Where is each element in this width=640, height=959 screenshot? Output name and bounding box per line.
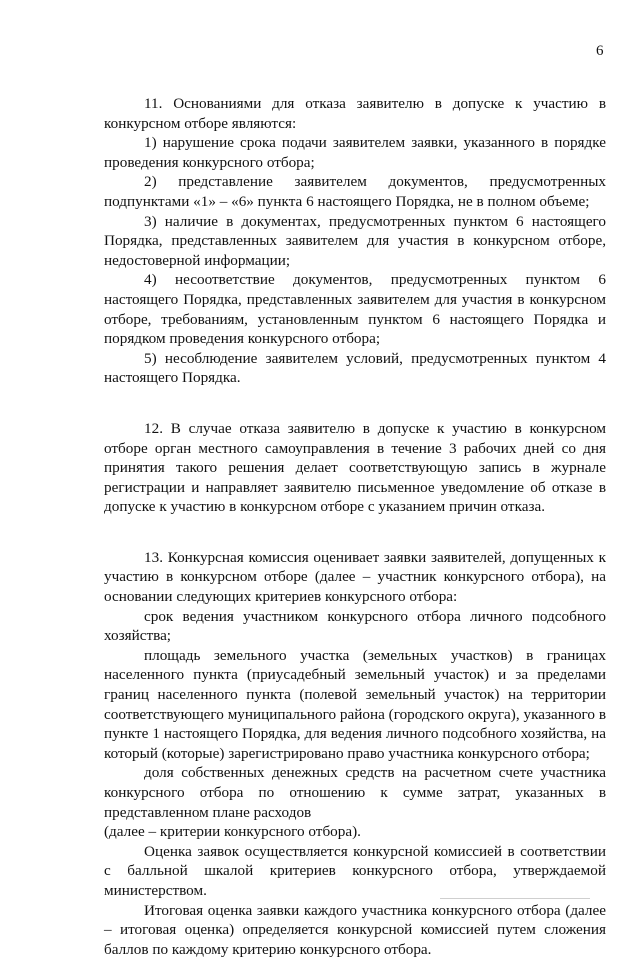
page-number: 6: [596, 43, 604, 59]
paragraph: 1) нарушение срока подачи заявителем заявки, указанного в порядке проведения конкурсного отбора;: [104, 134, 606, 171]
paragraph: 5) несоблюдение заявителем условий, предусмотренных пунктом 4 настоящего Порядка.: [104, 349, 606, 387]
section-gap: [104, 388, 606, 419]
paragraph: 11. Основаниями для отказа заявителю в допуске к участию в конкурсном отборе являются:: [104, 95, 606, 132]
paragraph: 13. Конкурсная комиссия оценивает заявки заявителей, допущенных к участию в конкурсном отборе (далее – участник конкурсного отбора), на основании следующих критериев конкурсного отбора:: [104, 548, 606, 606]
paragraph: 4) несоответствие документов, предусмотренных пунктом 6 настоящего Порядка, представленных заявителем для участия в конкурсном отборе, требованиям, установленным пунктом 6 настоящего Порядка и порядком проведения конкурсного отбора;: [104, 271, 606, 348]
document-body: [104, 94, 606, 959]
section-gap: [104, 517, 606, 548]
paragraph: 3) наличие в документах, предусмотренных пунктом 6 настоящего Порядка, представленных заявителем для участия в конкурсном отборе, недостоверной информации;: [104, 212, 606, 269]
paragraph: площадь земельного участка (земельных участков) в границах населенного пункта (приусадебный земельный участок) и за пределами границ населенного пункта (полевой земельный участок) на территории соответствующего муниципального района (городского округа), указанного в пункте 1 настоящего Порядка, для ведения личного подсобного хозяйства, на который (которые) зарегистрировано право участника конкурсного отбора;: [104, 646, 606, 762]
paragraph: 12. В случае отказа заявителю в допуске к участию в конкурсном отборе орган местного самоуправления в течение 3 рабочих дней со дня принятия такого решения делает соответствующую запись в журнале регистрации и направляет заявителю письменное уведомление об отказе в допуске к участию в конкурсном отборе с указанием причин отказа.: [104, 419, 606, 516]
paragraph: срок ведения участником конкурсного отбора личного подсобного хозяйства;: [104, 607, 606, 645]
section-1: [104, 94, 606, 388]
paragraph: (далее – критерии конкурсного отбора).: [104, 823, 361, 841]
paragraph: 2) представление заявителем документов, предусмотренных подпунктами «1» – «6» пункта 6 настоящего Порядка, не в полном объеме;: [104, 173, 606, 210]
paragraph: Итоговая оценка заявки каждого участника конкурсного отбора (далее – итоговая оценка) определяется конкурсной комиссией путем сложения баллов по каждому критерию конкурсного отбора.: [104, 901, 606, 958]
paragraph: доля собственных денежных средств на расчетном счете участника конкурсного отбора по отношению к сумме затрат, указанных в представленном плане расходов: [104, 764, 606, 821]
section-2: [104, 419, 606, 517]
scan-artifact-line: [440, 898, 590, 899]
paragraph: Оценка заявок осуществляется конкурсной комиссией в соответствии с балльной шкалой критериев конкурсного отбора, утверждаемой министерством.: [104, 842, 606, 899]
